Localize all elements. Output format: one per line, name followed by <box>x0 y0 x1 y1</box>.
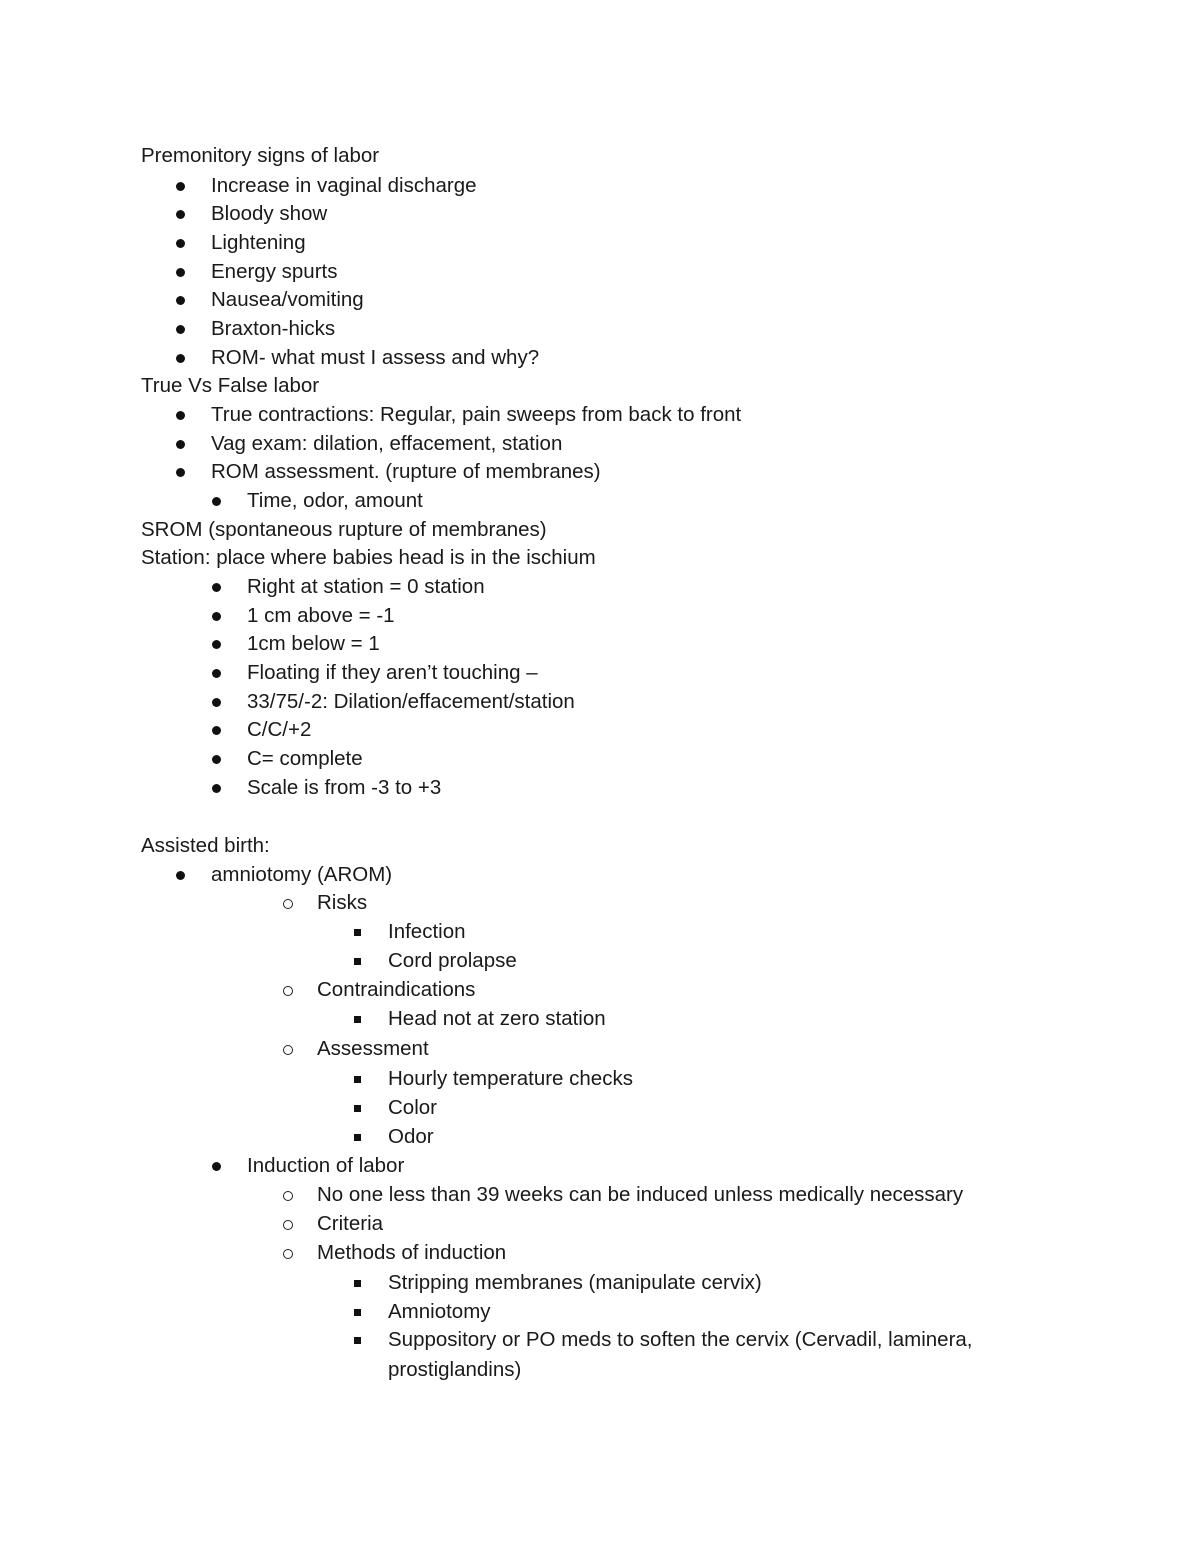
bullet-icon <box>212 669 221 678</box>
list-item-text: Color <box>388 1096 437 1119</box>
list-item-text: amniotomy (AROM) <box>211 863 393 886</box>
document-line <box>0 1034 1150 1063</box>
bullet-icon <box>176 468 185 477</box>
circle-bullet-icon <box>283 899 293 909</box>
document-line <box>0 946 1150 975</box>
document-line <box>0 773 1150 802</box>
circle-bullet-icon <box>283 1220 293 1230</box>
document-line <box>0 543 1150 572</box>
document-line <box>0 860 1150 889</box>
list-item-text: Bloody show <box>211 202 328 225</box>
document-line <box>0 285 1150 314</box>
section-heading: Premonitory signs of labor <box>141 144 380 167</box>
list-item-text: C/C/+2 <box>247 718 312 741</box>
bullet-icon <box>176 871 185 880</box>
document-line <box>0 744 1150 773</box>
square-bullet-icon <box>354 929 361 936</box>
list-item-text: Stripping membranes (manipulate cervix) <box>388 1271 762 1294</box>
document-line <box>0 1122 1150 1151</box>
square-bullet-icon <box>354 1280 361 1287</box>
list-item-text: Amniotomy <box>388 1300 491 1323</box>
list-item-text: Criteria <box>317 1212 384 1235</box>
document-line <box>0 171 1150 200</box>
document-line <box>0 831 1150 860</box>
list-item-text: Floating if they aren’t touching – <box>247 661 538 684</box>
list-item-text: 1cm below = 1 <box>247 632 380 655</box>
bullet-icon <box>212 698 221 707</box>
document-line <box>0 1209 1150 1238</box>
list-item-text: Assessment <box>317 1037 429 1060</box>
document-line <box>0 1355 1150 1384</box>
document-line <box>0 975 1150 1004</box>
list-item-text: Right at station = 0 station <box>247 575 485 598</box>
bullet-icon <box>212 784 221 793</box>
document-line <box>0 629 1150 658</box>
list-item-text: 33/75/-2: Dilation/effacement/station <box>247 690 575 713</box>
document-line <box>0 888 1150 917</box>
bullet-icon <box>212 583 221 592</box>
list-item-text: Nausea/vomiting <box>211 288 364 311</box>
list-item-text: Induction of labor <box>247 1154 405 1177</box>
document-line <box>0 486 1150 515</box>
bullet-icon <box>176 325 185 334</box>
square-bullet-icon <box>354 1134 361 1141</box>
list-item-text: C= complete <box>247 747 363 770</box>
section-heading: SROM (spontaneous rupture of membranes) <box>141 518 547 541</box>
document-line <box>0 572 1150 601</box>
list-item-text: Risks <box>317 891 368 914</box>
list-item-text: Cord prolapse <box>388 949 517 972</box>
document-line <box>0 1238 1150 1267</box>
list-item-text: 1 cm above = -1 <box>247 604 395 627</box>
list-item-text: Time, odor, amount <box>247 489 423 512</box>
bullet-icon <box>212 640 221 649</box>
list-item-text: Energy spurts <box>211 260 338 283</box>
document-line <box>0 429 1150 458</box>
document-line <box>0 1297 1150 1326</box>
document-line <box>0 1064 1150 1093</box>
document-line <box>0 1004 1150 1033</box>
list-item-text: Suppository or PO meds to soften the cervix (Cervadil, laminera, <box>388 1328 973 1351</box>
bullet-icon <box>212 755 221 764</box>
list-item-text: Vag exam: dilation, effacement, station <box>211 432 563 455</box>
document-line <box>0 515 1150 544</box>
bullet-icon <box>176 440 185 449</box>
section-heading: Station: place where babies head is in the ischium <box>141 546 596 569</box>
section-heading: Assisted birth: <box>141 834 270 857</box>
bullet-icon <box>212 497 221 506</box>
list-item-text: ROM- what must I assess and why? <box>211 346 540 369</box>
document-line <box>0 141 1150 170</box>
list-item-text: Lightening <box>211 231 306 254</box>
document-line <box>0 601 1150 630</box>
bullet-icon <box>212 726 221 735</box>
square-bullet-icon <box>354 1076 361 1083</box>
square-bullet-icon <box>354 1016 361 1023</box>
circle-bullet-icon <box>283 986 293 996</box>
bullet-icon <box>176 411 185 420</box>
document-line <box>0 314 1150 343</box>
square-bullet-icon <box>354 1105 361 1112</box>
document-line <box>0 371 1150 400</box>
list-item-text: True contractions: Regular, pain sweeps from back to front <box>211 403 742 426</box>
document-line <box>0 1151 1150 1180</box>
document-line <box>0 687 1150 716</box>
list-item-text: ROM assessment. (rupture of membranes) <box>211 460 601 483</box>
bullet-icon <box>176 239 185 248</box>
bullet-icon <box>176 210 185 219</box>
square-bullet-icon <box>354 1309 361 1316</box>
list-item-text: Infection <box>388 920 466 943</box>
bullet-icon <box>176 268 185 277</box>
document-line <box>0 917 1150 946</box>
document-line <box>0 1180 1150 1209</box>
list-item-text: Hourly temperature checks <box>388 1067 633 1090</box>
circle-bullet-icon <box>283 1045 293 1055</box>
document-line <box>0 343 1150 372</box>
list-item-text: Methods of induction <box>317 1241 507 1264</box>
list-item-text: Increase in vaginal discharge <box>211 174 477 197</box>
list-item-text: Scale is from -3 to +3 <box>247 776 442 799</box>
bullet-icon <box>176 354 185 363</box>
document-line <box>0 257 1150 286</box>
document-line <box>0 1268 1150 1297</box>
square-bullet-icon <box>354 1337 361 1344</box>
bullet-icon <box>212 1162 221 1171</box>
list-item-text: Contraindications <box>317 978 476 1001</box>
document-line <box>0 228 1150 257</box>
circle-bullet-icon <box>283 1191 293 1201</box>
document-line <box>0 1093 1150 1122</box>
square-bullet-icon <box>354 958 361 965</box>
section-heading: True Vs False labor <box>141 374 320 397</box>
document-line <box>0 457 1150 486</box>
circle-bullet-icon <box>283 1249 293 1259</box>
bullet-icon <box>212 612 221 621</box>
list-item-text: No one less than 39 weeks can be induced unless medically necessary <box>317 1183 964 1206</box>
list-item-text: Odor <box>388 1125 434 1148</box>
document-line <box>0 1325 1150 1354</box>
document-line <box>0 658 1150 687</box>
list-item-text: Head not at zero station <box>388 1007 606 1030</box>
bullet-icon <box>176 182 185 191</box>
list-item-text: prostiglandins) <box>388 1358 522 1381</box>
document-line <box>0 199 1150 228</box>
list-item-text: Braxton-hicks <box>211 317 336 340</box>
bullet-icon <box>176 296 185 305</box>
document-line <box>0 400 1150 429</box>
document-line <box>0 715 1150 744</box>
